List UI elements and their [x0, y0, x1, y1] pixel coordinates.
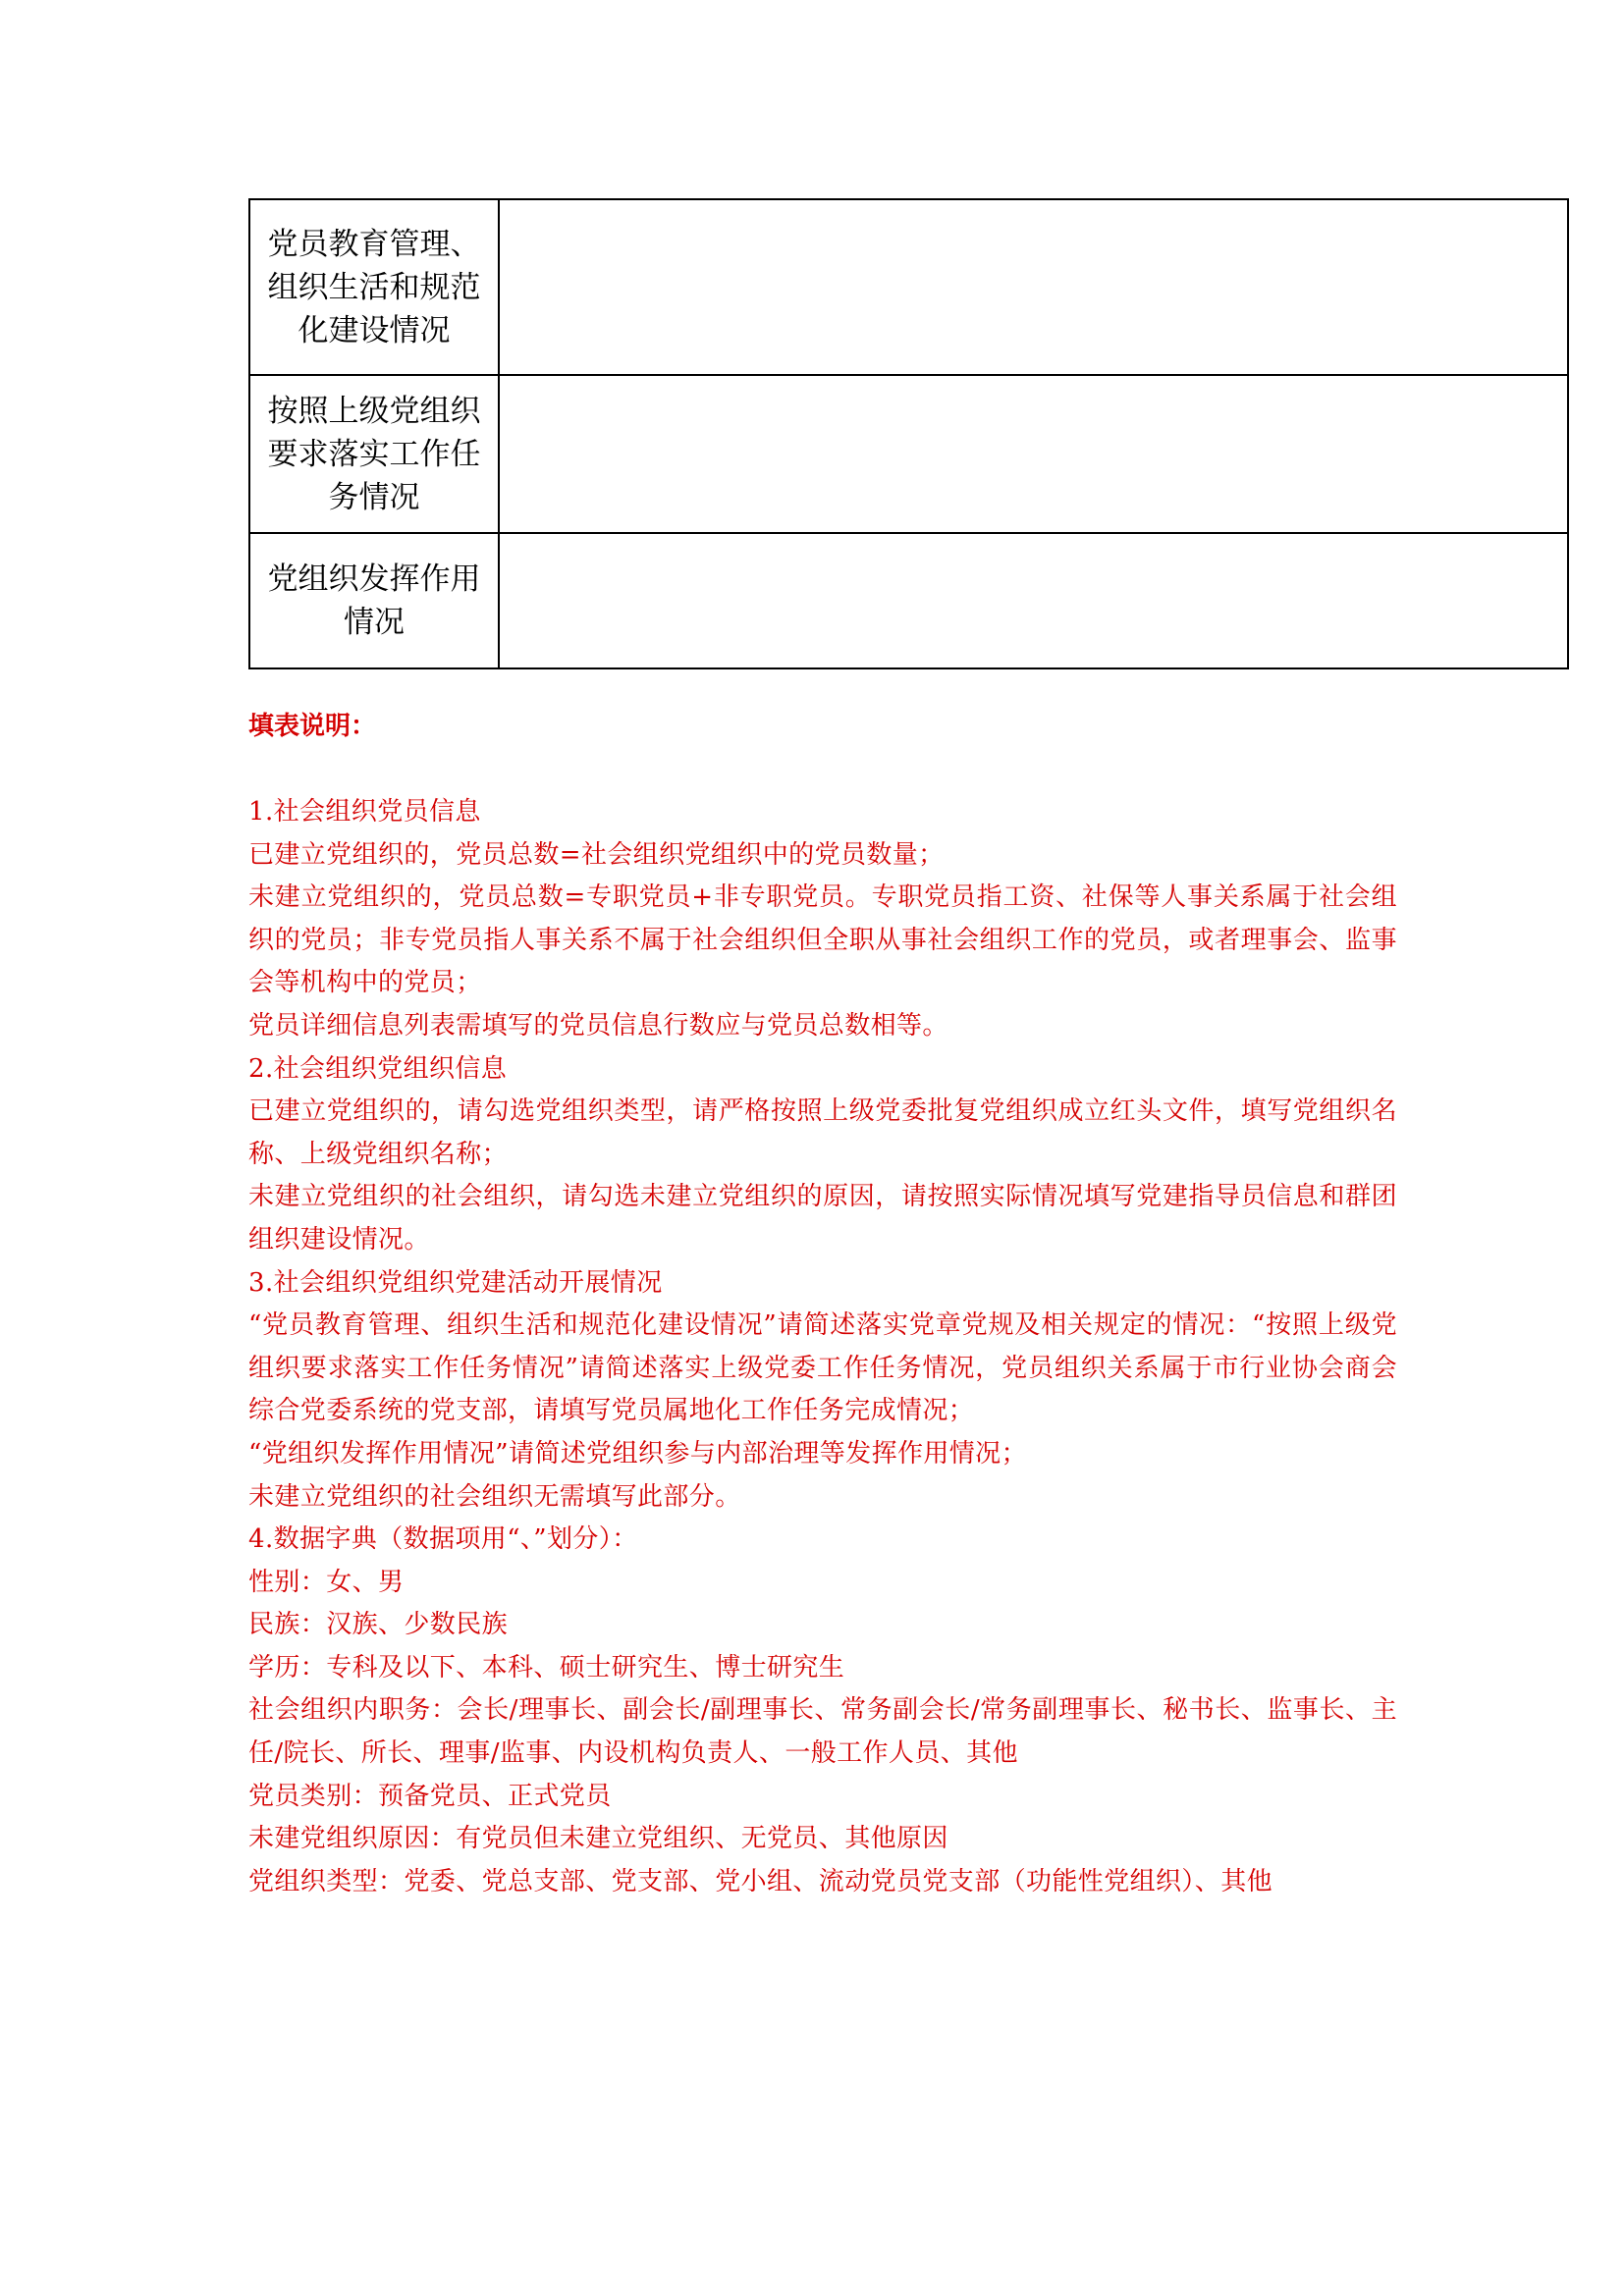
instruction-line: 1.社会组织党员信息	[248, 797, 481, 827]
instruction-line: 未建立党组织的社会组织无需填写此部分。	[248, 1481, 741, 1512]
instruction-line: 未建立党组织的社会组织，请勾选未建立党组织的原因，请按照实际情况填写党建指导员信息和群团组织建设情况。	[248, 1182, 1397, 1255]
instruction-line: 未建党组织原因：有党员但未建立党组织、无党员、其他原因	[248, 1824, 948, 1854]
instruction-line: 学历：专科及以下、本科、硕士研究生、博士研究生	[248, 1652, 845, 1682]
instruction-line: 性别：女、男	[248, 1567, 405, 1597]
instruction-line: 已建立党组织的，党员总数=社会组织党组织中的党员数量；	[248, 839, 945, 870]
instruction-line: 社会组织内职务：会长/理事长、副会长/副理事长、常务副会长/常务副理事长、秘书长、监事长、主任/院长、所长、理事/监事、内设机构负责人、一般工作人员、其他	[248, 1695, 1397, 1769]
instruction-line: “党员教育管理、组织生活和规范化建设情况”请简述落实党章党规及相关规定的情况：“按照上级党组织要求落实工作任务情况”请简述落实上级党委工作任务情况，党员组织关系属于市行业协会商会综合党委系统的党支部，请填写党员属地化工作任务完成情况；	[248, 1310, 1397, 1426]
education-management-input-cell[interactable]	[499, 199, 1568, 375]
row-label: 党员教育管理、 组织生活和规范 化建设情况	[267, 226, 481, 348]
instructions-heading: 填表说明：	[248, 712, 377, 741]
table-row	[249, 533, 1568, 668]
activity-info-table	[248, 198, 1569, 669]
row-label-cell	[249, 533, 499, 668]
table-row	[249, 199, 1568, 375]
row-label-cell	[249, 375, 499, 533]
instruction-line: 党员类别：预备党员、正式党员	[248, 1781, 612, 1811]
row-label: 党组织发挥作用 情况	[267, 561, 481, 640]
row-label: 按照上级党组织 要求落实工作任 务情况	[267, 393, 481, 515]
instruction-line: 2.社会组织党组织信息	[248, 1053, 508, 1084]
instruction-line: 未建立党组织的，党员总数=专职党员+非专职党员。专职党员指工资、社保等人事关系属于社会组织的党员；非专党员指人事关系不属于社会组织但全职从事社会组织工作的党员，或者理事会、监事会等机构中的党员；	[248, 882, 1397, 998]
instruction-line: 民族：汉族、少数民族	[248, 1610, 509, 1640]
instruction-line: 3.社会组织党组织党建活动开展情况	[248, 1267, 663, 1298]
instruction-line: 党组织类型：党委、党总支部、党支部、党小组、流动党员党支部（功能性党组织）、其他	[248, 1866, 1273, 1896]
table-row	[249, 375, 1568, 533]
row-label-cell	[249, 199, 499, 375]
instruction-line: “党组织发挥作用情况”请简述党组织参与内部治理等发挥作用情况；	[248, 1438, 1027, 1468]
instruction-line: 已建立党组织的，请勾选党组织类型，请严格按照上级党委批复党组织成立红头文件，填写党组织名称、上级党组织名称；	[248, 1096, 1397, 1169]
instruction-line: 4.数据字典（数据项用“、”划分）：	[248, 1524, 638, 1555]
task-implementation-input-cell[interactable]	[499, 375, 1568, 533]
party-role-input-cell[interactable]	[499, 533, 1568, 668]
instruction-line: 党员详细信息列表需填写的党员信息行数应与党员总数相等。	[248, 1010, 948, 1041]
fill-instructions	[248, 707, 1397, 1903]
